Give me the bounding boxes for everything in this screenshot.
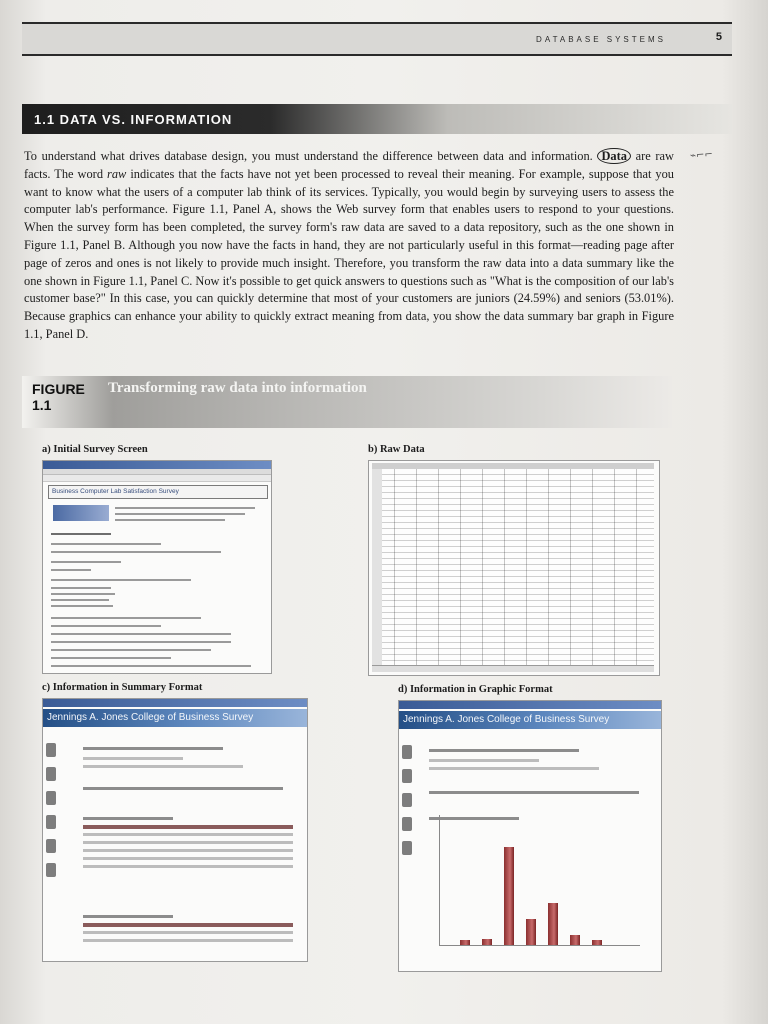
spreadsheet-row-numbers [372,469,382,665]
body-text-4: For example, suppose that you want to know what the users of a computer lab think of its services. Typically, you would begin by surveying users to assess the computer lab's performance. Figure 1.1, Panel A, shows the Web survey form that enables users to respond to your questions. When the survey form has been completed, the survey form's raw data are saved to a data repository, such as the one shown in Figure 1.1, Panel B. Although you now have the facts in hand, they are not particularly useful in this format—reading page after page of zeros and ones is not likely to provide much insight. Therefore, you transform the raw data into a data summary like the one shown in Figure 1.1, Panel C. Now it's possible to get quick answers to questions such as "What is the composition of our lab's customer base?" In this case, you can quickly determine that most of your customers are juniors (24.59%) and seniors (53.01%). Because graphics can enhance your ability to quickly extract meaning from data, you show the data summary bar graph in Figure 1.1, Panel D. [24,166,674,341]
chart-bar [592,940,602,945]
chart-bar [570,935,580,945]
panel-c-caption: c) Information in Summary Format [42,682,203,693]
running-title: DATABASE SYSTEMS [536,35,666,44]
side-icon-column [402,745,416,865]
body-text-1: To understand what drives database design, you must understand the difference between data and information. [24,149,593,163]
survey-heading: Business Computer Lab Satisfaction Survey [48,485,268,499]
panel-d-caption: d) Information in Graphic Format [398,684,553,695]
page-number: 5 [715,31,722,43]
body-paragraph [24,148,674,344]
survey-banner-image [53,505,109,521]
term-data: Data [597,148,630,164]
chart-bar [504,847,514,945]
body-text-2: are raw facts. The word [24,149,674,181]
window-titlebar [399,701,661,709]
figure-title: Transforming raw data into information [108,380,367,396]
section-heading-bar [22,104,732,134]
window-titlebar [43,461,271,469]
survey-banner-title: Jennings A. Jones College of Business Survey [403,714,610,725]
panel-d-screenshot [398,700,662,972]
running-header [22,22,732,56]
panel-c-screenshot [42,698,308,962]
chart-bar [482,939,492,945]
spreadsheet-sheet-tabs [372,665,654,672]
survey-banner [399,711,661,729]
panel-a-screenshot [42,460,272,674]
survey-banner-title: Jennings A. Jones College of Business Survey [47,712,254,723]
side-icon-column [46,743,60,887]
window-titlebar [43,699,307,707]
chart-bar [548,903,558,945]
chart-bar [526,919,536,945]
panel-b-screenshot [368,460,660,676]
section-title: 1.1 DATA VS. INFORMATION [34,112,233,127]
toolbar [43,475,271,482]
figure-label: FIGURE 1.1 [32,381,85,413]
spreadsheet-grid [372,469,654,665]
handwritten-margin-note: ⌁⌐⌐ [689,149,714,162]
figure-header [22,376,672,428]
bar-chart-area [439,815,640,946]
panel-b-caption: b) Raw Data [368,444,425,455]
body-text-3: indicates that the facts have not yet been processed to reveal their meaning. [130,166,515,181]
chart-bar [460,940,470,945]
term-raw: raw [107,166,127,181]
panel-a-caption: a) Initial Survey Screen [42,444,148,455]
survey-banner [43,709,307,727]
